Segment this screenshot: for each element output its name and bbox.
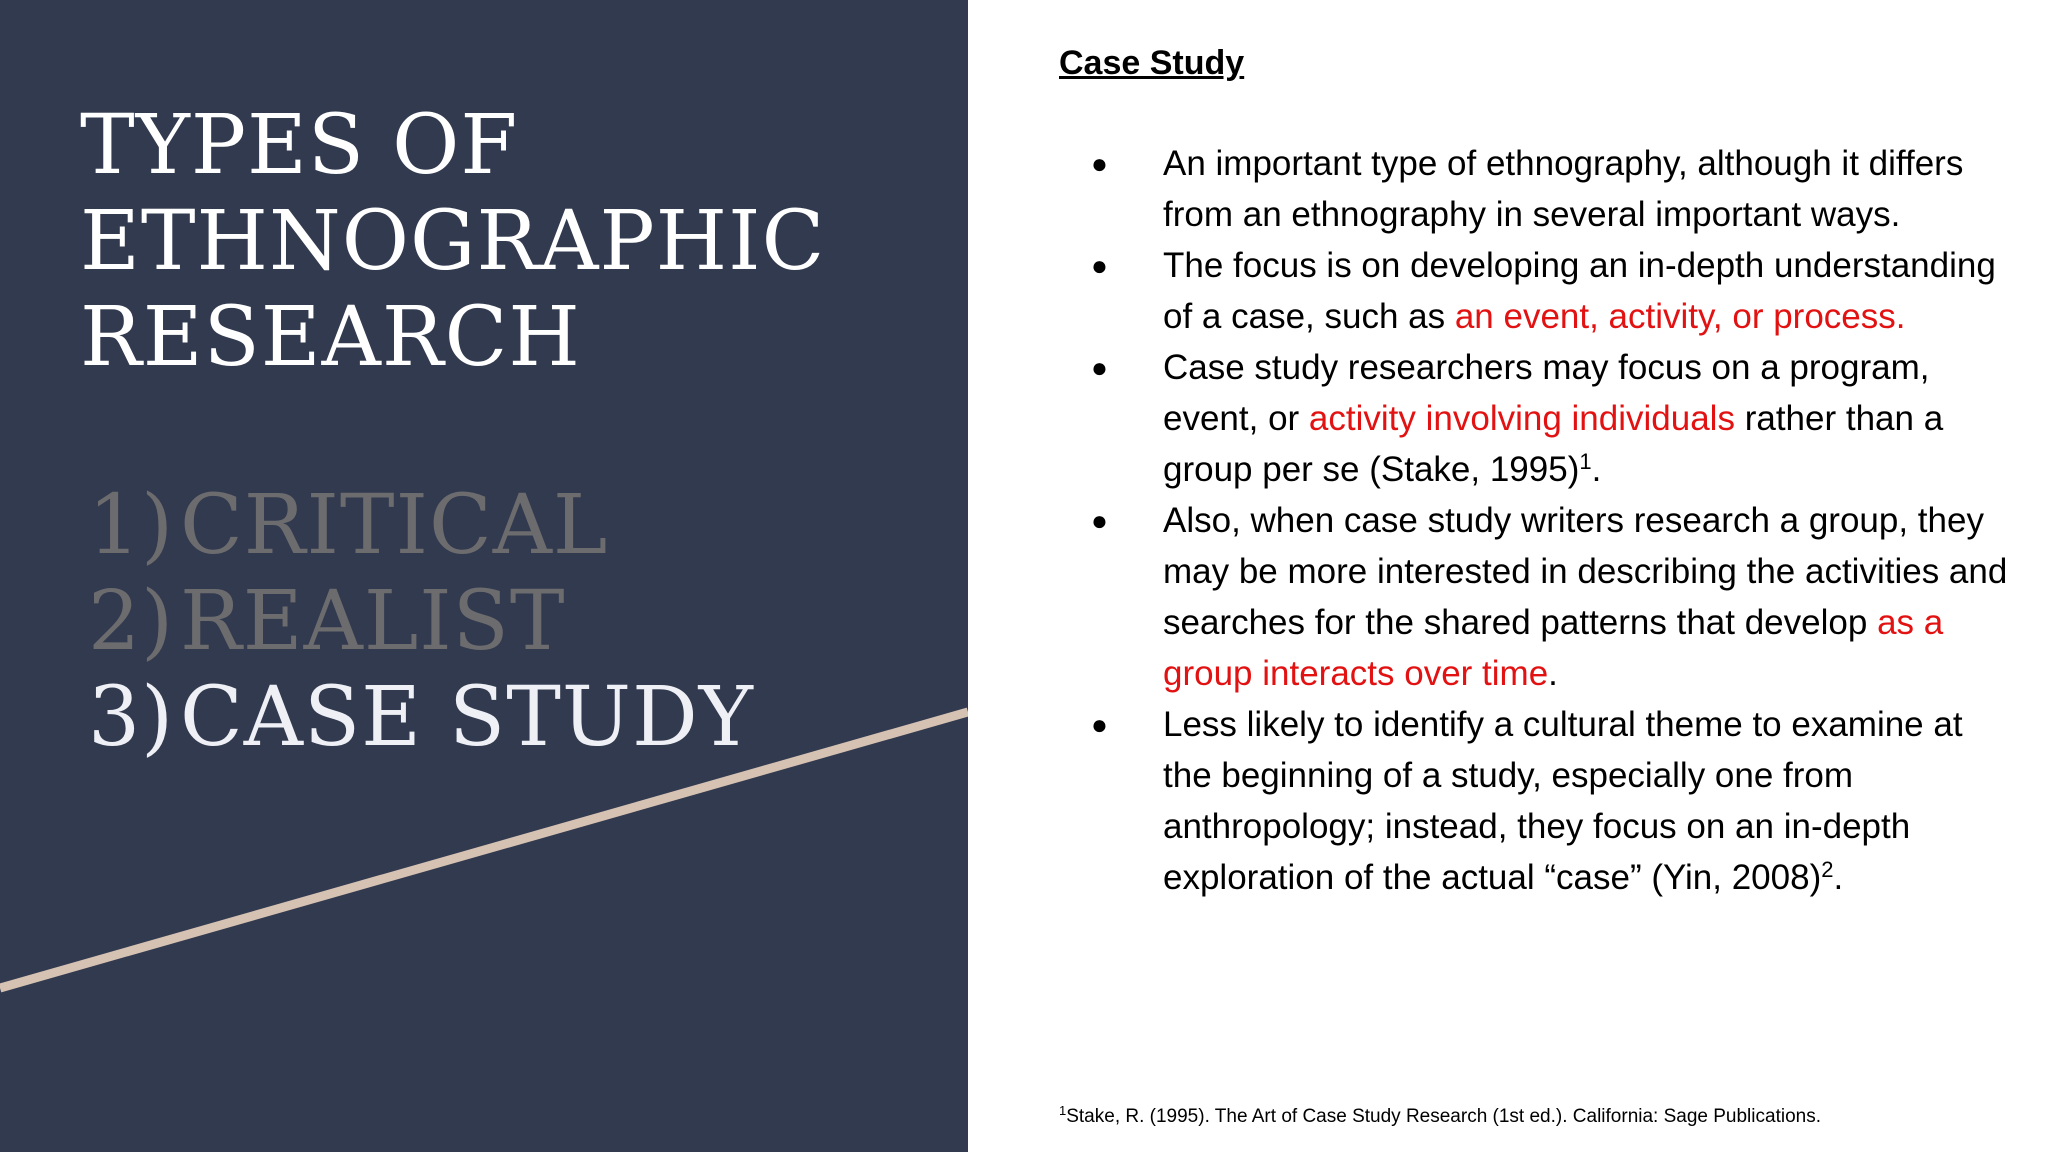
citation-superscript: 1 [1579,449,1592,474]
text-run: . [1833,858,1844,897]
footnote [1059,1103,1821,1128]
highlighted-phrase: activity involving individuals [1308,399,1735,438]
text-run: . [1548,654,1558,693]
bullet-text [1163,246,1996,336]
bullet-dot-icon: ● [1091,505,1108,536]
text-run: An important type of ethnography, although it differs from an ethnography in several important ways. [1163,144,1964,234]
bullet-text [1163,705,1963,897]
highlighted-phrase: as a group interacts over time [1163,603,1944,693]
type-number: 1) [88,478,175,573]
text-run: Case study researchers may focus on a program, event, or [1163,348,1930,438]
bullet-text [1163,144,1963,234]
footnote-mark: 1 [1059,1103,1067,1118]
text-run: Also, when case study writers research a group, they may be more interested in describing the activities and searches for the shared patterns that develop [1163,501,2008,642]
type-number: 3) [88,670,175,765]
highlighted-phrase: an event, activity, or process. [1454,297,1906,336]
bullet-item [1059,240,2019,342]
bullet-list [1059,138,2019,903]
decorative-diagonal-line [0,0,968,1152]
bullet-item [1059,699,2019,903]
section-heading: Case Study [1059,44,1245,82]
bullet-text [1163,348,1943,489]
title-line-3: RESEARCH [80,290,581,385]
title-line-1: TYPES OF [80,98,519,193]
bullet-item [1059,342,2019,495]
type-label: REALIST [180,574,566,669]
bullet-dot-icon: ● [1091,250,1108,281]
text-run: rather than a group per se (Stake, 1995) [1163,399,1944,489]
bullet-dot-icon: ● [1091,709,1108,740]
type-label: CASE STUDY [180,670,754,765]
bullet-item [1059,495,2019,699]
title-line-2: ETHNOGRAPHIC [80,194,826,289]
bullet-item [1059,138,2019,240]
title-panel [0,0,968,1152]
bullet-dot-icon: ● [1091,352,1108,383]
text-run: Less likely to identify a cultural theme to examine at the beginning of a study, especially one from anthropology; instead, they focus on an in-depth exploration of the actual “case” (Yin, 2008) [1163,705,1963,897]
citation-superscript: 2 [1821,857,1834,882]
bullet-dot-icon: ● [1091,148,1108,179]
footnote-text: Stake, R. (1995). The Art of Case Study Research (1st ed.). California: Sage Publications. [1066,1106,1821,1127]
type-label: CRITICAL [180,478,609,573]
type-number: 2) [88,574,175,669]
content-panel [968,0,2048,1152]
text-run: . [1591,450,1602,489]
bullet-text [1163,501,2007,693]
text-run: The focus is on developing an in-depth understanding of a case, such as [1163,246,1996,336]
